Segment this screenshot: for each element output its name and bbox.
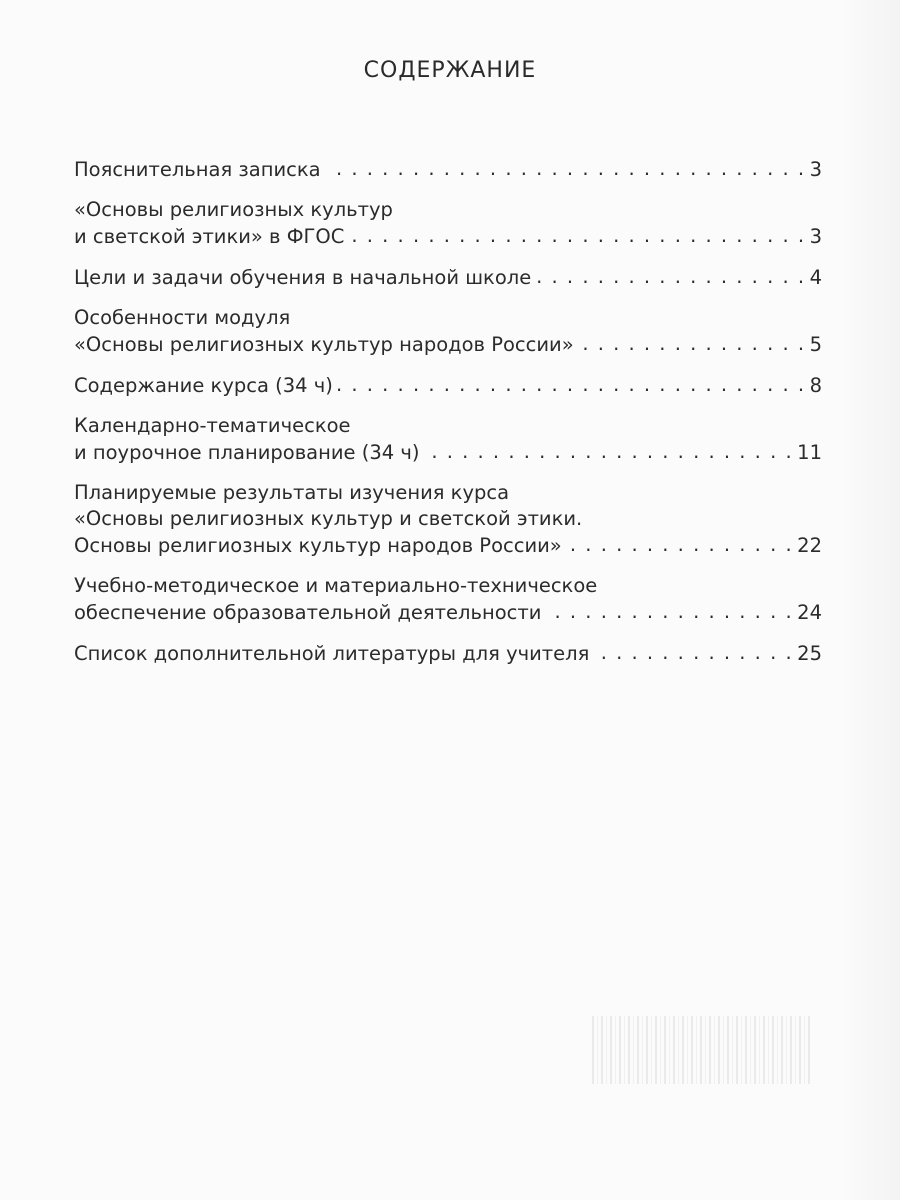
toc-entry-text: Учебно-методическое и материально-техническое: [74, 574, 598, 597]
toc-entry-4: [74, 305, 822, 358]
toc-entry-text: и светской этики» в ФГОС: [74, 225, 345, 248]
toc-entry-3: [74, 264, 822, 291]
toc-entry-text: обеспечение образовательной деятельности: [74, 601, 542, 624]
toc-leader-dots: [424, 439, 794, 459]
toc-entry-text: «Основы религиозных культур народов России»: [74, 333, 574, 356]
toc-leader-dots: [578, 331, 806, 351]
toc-leader-dots: [348, 223, 805, 243]
toc-entry-text: Содержание курса (34 ч): [74, 374, 333, 397]
toc-page-number: 8: [809, 374, 822, 397]
toc-entry-text: Планируемые результаты изучения курса: [74, 481, 510, 504]
toc-entry-1: [74, 156, 822, 183]
toc-entry-text: и поурочное планирование (34 ч): [74, 441, 420, 464]
toc-entry-2: [74, 197, 822, 250]
toc-leader-dots: [325, 156, 806, 176]
toc-leader-dots: [545, 599, 793, 619]
toc-leader-dots: [566, 532, 793, 552]
toc-page-number: 4: [809, 266, 822, 289]
toc-page-number: 5: [809, 333, 822, 356]
toc-page-number: 3: [809, 225, 822, 248]
page-fold-shadow: [840, 0, 900, 1200]
toc-page-number: 25: [797, 642, 822, 665]
toc-page-number: 24: [797, 601, 822, 624]
toc-entry-text: «Основы религиозных культур и светской этики.: [74, 507, 583, 530]
toc-page-number: 22: [797, 534, 822, 557]
toc-entry-text: Пояснительная записка: [74, 158, 321, 181]
toc-leader-dots: [535, 264, 805, 284]
toc-page-number: 3: [809, 158, 822, 181]
toc-leader-dots: [593, 640, 793, 660]
toc-entry-9: [74, 640, 822, 667]
bleed-through-barcode: [592, 1016, 812, 1084]
table-of-contents: [74, 150, 822, 667]
toc-page-number: 11: [797, 441, 822, 464]
toc-entry-6: [74, 413, 822, 466]
toc-entry-7: [74, 480, 822, 559]
toc-entry-text: Основы религиозных культур народов России»: [74, 534, 562, 557]
toc-leader-dots: [337, 372, 806, 392]
toc-entry-text: Особенности модуля: [74, 306, 291, 329]
toc-entry-text: «Основы религиозных культур: [74, 198, 393, 221]
toc-entry-text: Цели и задачи обучения в начальной школе: [74, 266, 532, 289]
toc-entry-text: Список дополнительной литературы для учителя: [74, 642, 590, 665]
toc-entry-text: Календарно-тематическое: [74, 414, 351, 437]
toc-entry-8: [74, 573, 822, 626]
page-title: СОДЕРЖАНИЕ: [363, 58, 537, 83]
toc-entry-5: [74, 372, 822, 399]
